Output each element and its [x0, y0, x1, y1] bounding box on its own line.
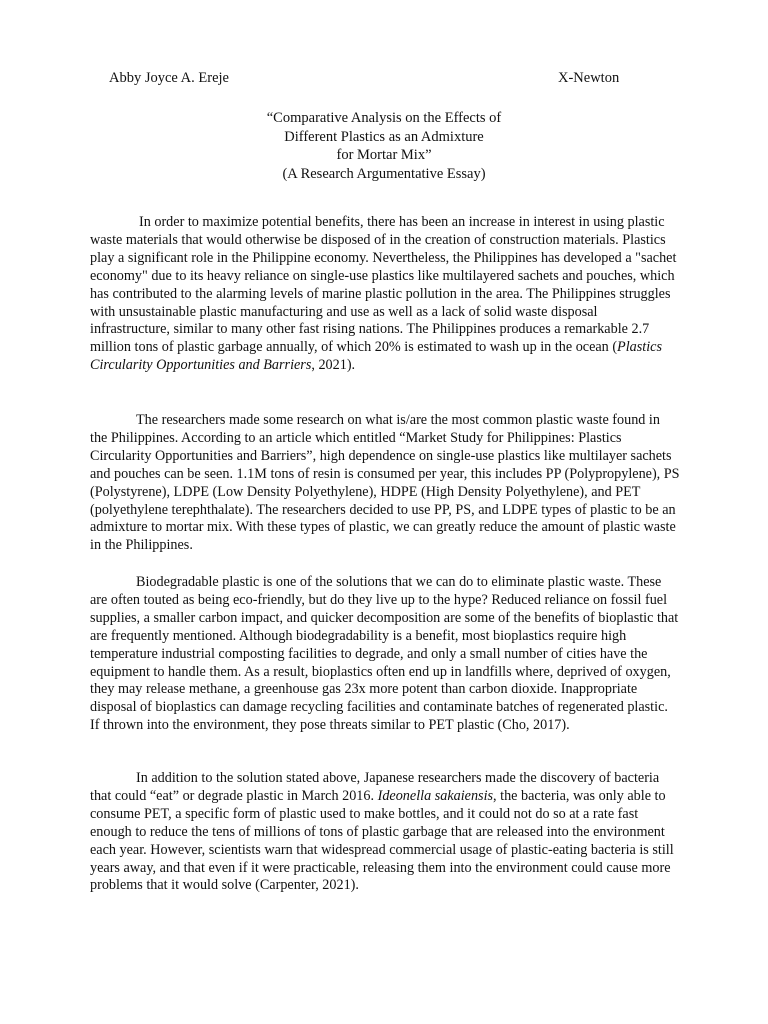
title-line-2: Different Plastics as an Admixture	[284, 128, 484, 145]
essay-title	[0, 109, 768, 183]
paragraph-3	[90, 574, 680, 735]
paragraph-2-text: The researchers made some research on what is/are the most common plastic waste found in the Philippines. According to an article which entitled “Market Study for Philippines: Plastics Circularity Opportunities and Barriers”, high dependence on single-use plastics like multilayer sachets and pouches can be seen. 1.1M tons of resin is consumed per year, this includes PP (Polypropylene), PS (Polystyrene), LDPE (Low Density Polyethylene), HDPE (High Density Polyethylene), and PET (polyethylene terephthalate). The researchers decided to use PP, PS, and LDPE types of plastic to be an admixture to mortar mix. With these types of plastic, we can greatly reduce the amount of plastic waste in the Philippines.	[90, 412, 680, 554]
title-line-1: “Comparative Analysis on the Effects of	[266, 110, 502, 126]
author-name: Abby Joyce A. Ereje	[109, 70, 229, 86]
section-name: X-Newton	[558, 70, 620, 86]
paragraph-4-species-name: Ideonella sakaiensis	[377, 787, 494, 804]
paragraph-4-text-continued: , the bacteria, was only able to consume PET, a specific form of plastic used to make bottles, and it could not do so at a rate fast enough to reduce the tens of millions of tons of plastic garbage that are released into the environment each year. However, scientists warn that widespread commercial usage of plastic-eating bacteria is still years away, and that even if it were practicable, releasing them into the environment could cause more problems that it would solve (Carpenter, 2021).	[90, 787, 674, 894]
title-line-3: for Mortar Mix”	[336, 147, 432, 163]
paragraph-3-text: Biodegradable plastic is one of the solutions that we can do to eliminate plastic waste. These are often touted as being eco-friendly, but do they live up to the hype? Reduced reliance on fossil fuel supplies, a smaller carbon impact, and quicker decomposition are some of the benefits of bioplastic that are frequently mentioned. Although biodegradability is a benefit, most bioplastics require high temperature industrial composting facilities to degrade, and only a small number of cities have the equipment to handle them. As a result, bioplastics often end up in landfills where, deprived of oxygen, they may release methane, a greenhouse gas 23x more potent than carbon dioxide. Inappropriate disposal of bioplastics can damage recycling facilities and contaminate batches of regenerated plastic. If thrown into the environment, they pose threats similar to PET plastic (Cho, 2017).	[90, 574, 679, 734]
title-subtitle: (A Research Argumentative Essay)	[282, 165, 486, 182]
paragraph-4	[90, 770, 680, 895]
document-header	[0, 70, 768, 88]
paragraph-1-text: In order to maximize potential benefits, there has been an increase in interest in using plastic waste materials that would otherwise be disposed of in the creation of construction materials. Plastics play a significant role in the Philippine economy. Nevertheless, the Philippines has developed a "sachet economy" due to its heavy reliance on single-use plastics like multilayered sachets and pouches, which has contributed to the alarming levels of marine plastic pollution in the area. The Philippines struggles with unsustainable plastic manufacturing and use as well as a lack of solid waste disposal infrastructure, similar to many other fast rising nations. The Philippines produces a remarkable 2.7 million tons of plastic garbage annually, of which 20% is estimated to wash up in the ocean (	[90, 214, 677, 356]
paragraph-4-text: In addition to the solution stated above, Japanese researchers made the discovery of bacteria that could “eat” or degrade plastic in March 2016.	[90, 770, 660, 804]
paragraph-2	[90, 412, 680, 555]
paragraph-1-citation-year: , 2021).	[311, 357, 356, 374]
paragraph-1-citation-title: Plastics Circularity Opportunities and Barriers	[90, 339, 662, 374]
paragraph-1	[90, 214, 680, 375]
